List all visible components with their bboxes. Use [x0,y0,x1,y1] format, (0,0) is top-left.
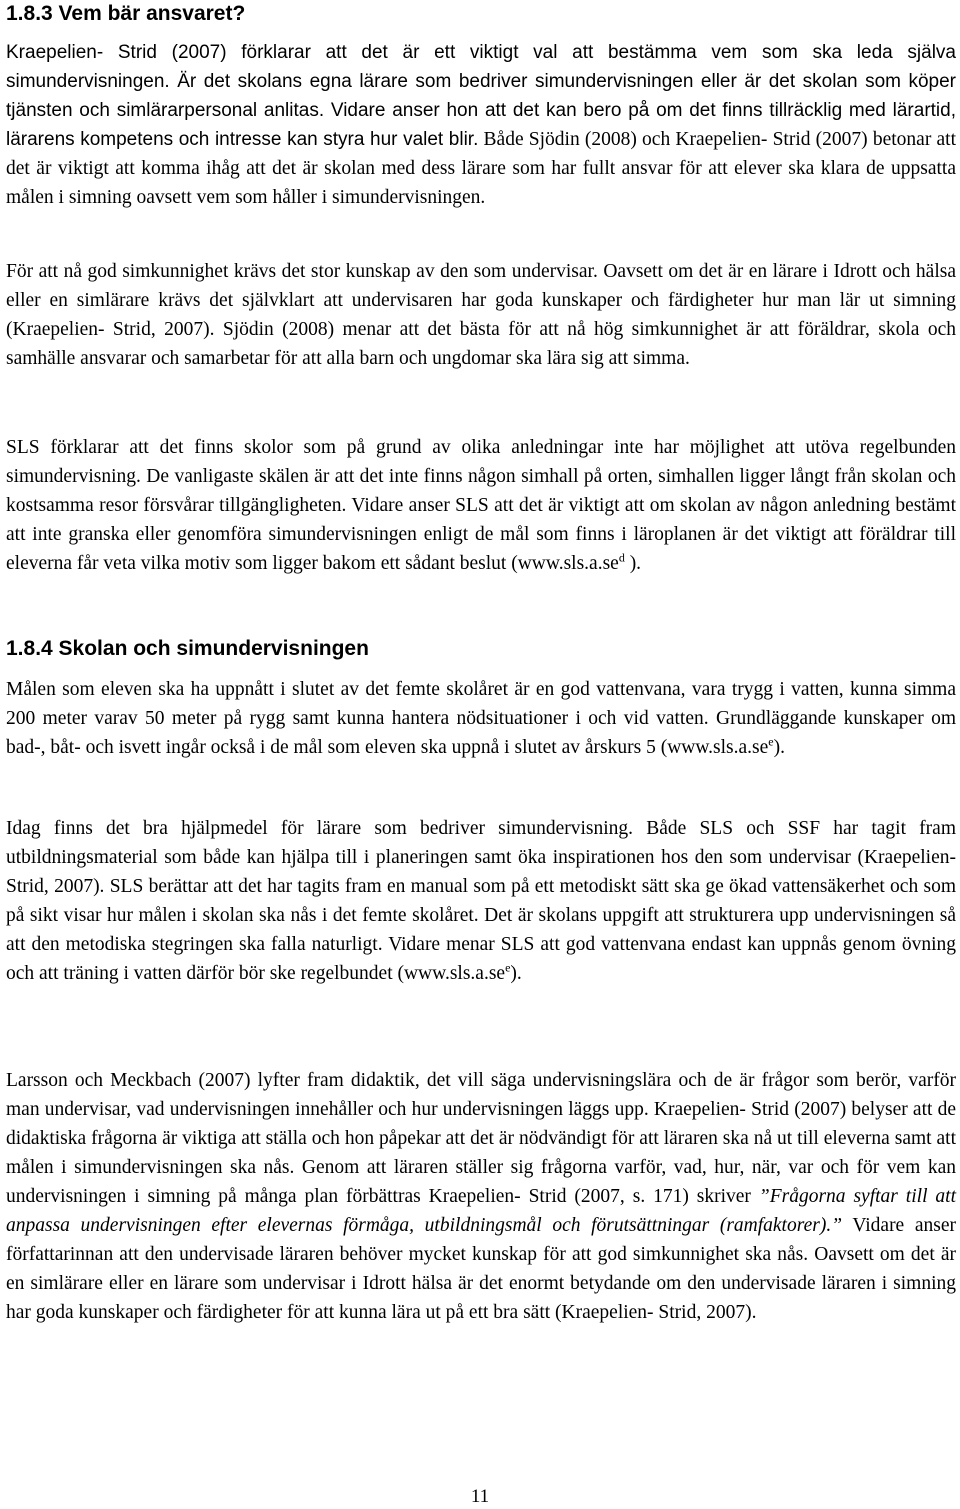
paragraph-4-superscript: e [768,734,774,749]
paragraph-4-text: Målen som eleven ska ha uppnått i slutet av det femte skolåret är en god vattenvana, vara trygg i vatten, kunna simma 200 meter varav 50 meter på rygg samt kunna hantera nödsituationer i och vid vatten. Grundläggande kunskaper om bad-, båt- och isvett ingår också i de mål som eleven ska uppnå i slutet av årskurs 5 (www.sls.a.se [6,679,956,758]
paragraph-5-text: Idag finns det bra hjälpmedel för lärare som bedriver simundervisning. Både SLS och SSF har tagit fram utbildningsmaterial som både kan hjälpa till i planeringen samt öka inspirationen hos den som undervisar (Kraepelien- Strid, 2007). SLS berättar att det har tagits fram en manual som på ett metodiskt sätt ska ge ökad vattensäkerhet och som på sikt visar hur målen i skolan ska nås i det femte skolåret. Det är skolans uppgift att strukturera upp undervisningen så att den metodiska stegringen ska falla naturligt. Vidare menar SLS att god vattenvana endast kan uppnås genom övning och att träning i vatten därför bör ske regelbundet (www.sls.a.se [6,818,956,984]
paragraph-3-text: SLS förklarar att det finns skolor som på grund av olika anledningar inte har möjlighet att utöva regelbunden simundervisning. De vanligaste skälen är att det inte finns någon simhall på orten, simhallen ligger långt från skolan och kostsamma resor försvårar tillgängligheten. Vidare anser SLS att det är viktigt att om skolan av någon anledning bestämt att inte granska eller genomföra simundervisningen enligt de mål som finns i läroplanen är det viktigt att föräldrar till eleverna får veta vilka motiv som ligger bakom ett sådant beslut (www.sls.a.se [6,437,956,574]
paragraph-3-end: ). [624,553,642,574]
paragraph-6-quote: ”Frågorna syftar till att anpassa undervisningen efter elevernas förmåga, utbildningsmål och förutsättningar (ramfaktorer).” [6,1186,956,1236]
paragraph-2: För att nå god simkunnighet krävs det stor kunskap av den som undervisar. Oavsett om det är en lärare i Idrott och hälsa eller en simlärare krävs det självklart att undervisaren har goda kunskaper och färdigheter hur man lär ut simning (Kraepelien- Strid, 2007). Sjödin (2008) menar att det bästa för att nå hög simkunnighet är att föräldrar, skola och samhälle ansvarar och samarbetar för att alla barn och ungdomar ska lära sig att simma. [6,261,956,369]
section-heading-1-8-3: 1.8.3 Vem bär ansvaret? [6,2,246,25]
paragraph-6 [6,1066,956,1327]
paragraph-1 [6,38,956,212]
paragraph-3-superscript: d [618,550,625,565]
section-heading-1-8-4: 1.8.4 Skolan och simundervisningen [6,637,369,660]
paragraph-6-end: Vidare anser författarinnan att den undervisade läraren behöver mycket kunskap för att god simkunnighet ska nås. Oavsett om det är en simlärare eller en lärare som undervisar i Idrott hälsa är det enormt betydande om den undervisade läraren i simning har goda kunskaper och färdigheter för att kunna lära ut på ett bra sätt (Kraepelien- Strid, 2007). [6,1215,956,1323]
paragraph-5 [6,814,956,988]
paragraph-5-end: ). [510,963,522,984]
paragraph-1-sans-text: Kraepelien- Strid (2007) förklarar att det är ett viktigt val att bestämma vem som ska leda själva simundervisningen. Är det skolans egna lärare som bedriver simundervisningen eller är det skolan som köper tjänsten och simlärarpersonal anlitas. Vidare anser hon att det kan bero på om det finns tillräcklig med lärartid, lärarens kompetens och intresse kan styra hur valet blir. [6,42,956,150]
paragraph-4-end: ). [773,737,785,758]
paragraph-1-serif-text: Både Sjödin (2008) och Kraepelien- Strid (2007) betonar att det är viktigt att komma ihåg att det är skolan med dess lärare som har fullt ansvar för att elever ska klara de uppsatta målen i simning oavsett vem som håller i simundervisningen. [6,129,956,208]
paragraph-5-superscript: e [505,960,511,975]
page-number: 11 [470,1486,490,1507]
paragraph-4 [6,675,956,762]
paragraph-3 [6,433,956,578]
paragraph-6-start: Larsson och Meckbach (2007) lyfter fram didaktik, det vill säga undervisningslära och de är frågor som berör, varför man undervisar, vad undervisningen innehåller och hur undervisningen läggs upp. Kraepelien- Strid (2007) belyser att de didaktiska frågorna är viktiga att ställa och hon påpekar att det är nödvändigt för att läraren ska nå ut till eleverna samt att målen i simundervisningen ska nås. Genom att läraren ställer sig frågorna varför, vad, hur, när, var och för vem kan undervisningen i simning på många plan förbättras Kraepelien- Strid (2007, s. 171) skriver [6,1070,956,1207]
